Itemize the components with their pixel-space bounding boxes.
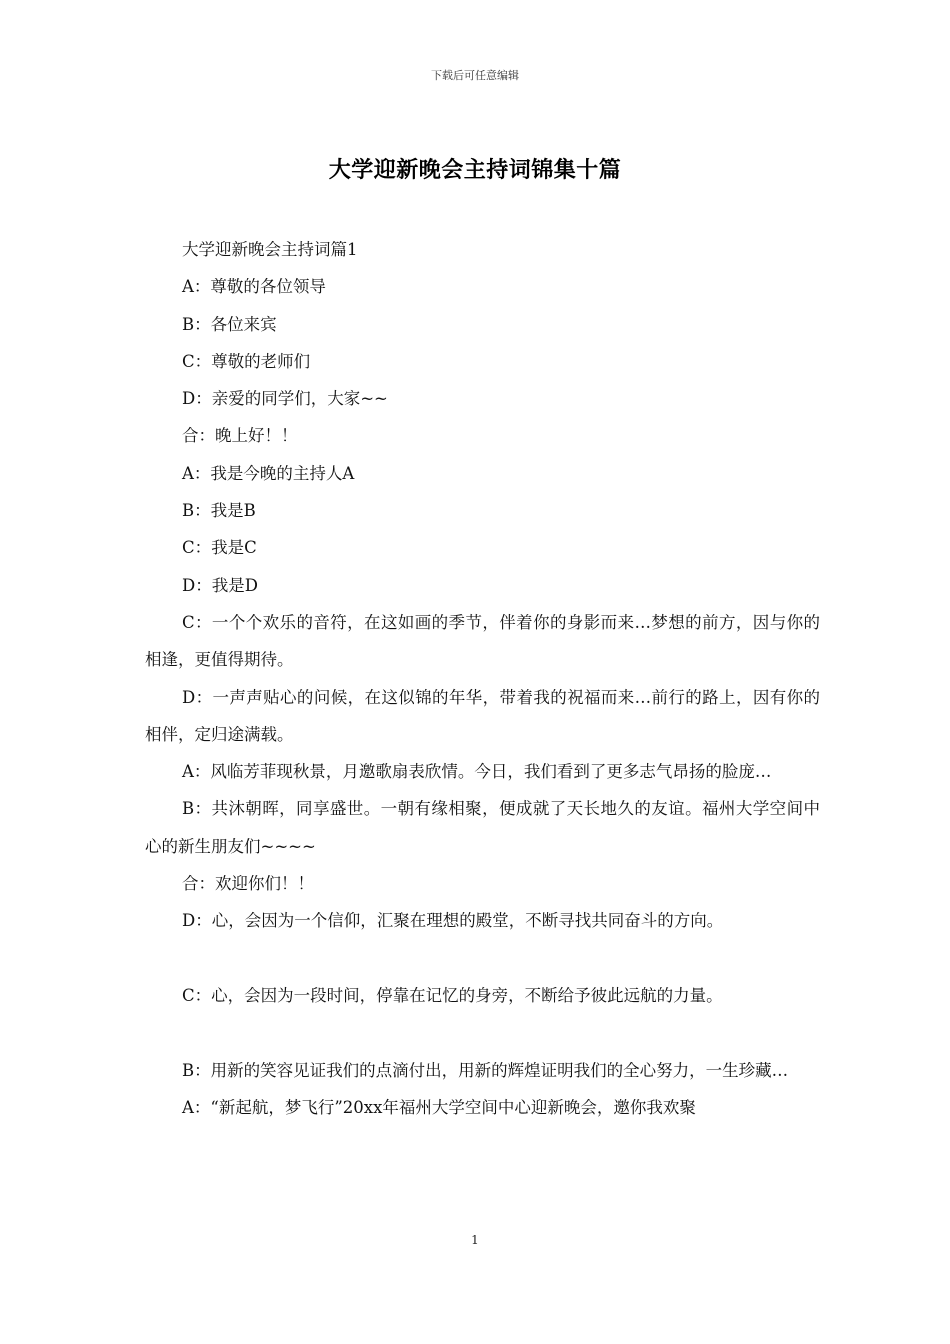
paragraph: D：亲爱的同学们，大家~~ <box>182 389 388 409</box>
paragraph: A：我是今晚的主持人A <box>182 463 355 483</box>
paragraph: B：各位来宾 <box>182 314 277 334</box>
paragraph: C：我是C <box>182 538 257 558</box>
document-title: 大学迎新晚会主持词锦集十篇 <box>328 158 622 183</box>
header-note: 下载后可任意编辑 <box>431 69 519 82</box>
paragraph: B：我是B <box>182 501 256 521</box>
paragraph: D：一声声贴心的问候，在这似锦的年华，带着我的祝福而来…前行的路上，因有你的相伴，定归途满载。 <box>145 687 820 744</box>
paragraph: 合：欢迎你们！！ <box>182 874 314 894</box>
paragraph: A：风临芳菲现秋景，月邀歌扇表欣情。今日，我们看到了更多志气昂扬的脸庞… <box>182 762 772 782</box>
document-body <box>145 231 820 1126</box>
paragraph: A：“新起航，梦飞行”20xx年福州大学空间中心迎新晚会，邀你我欢聚 <box>182 1097 696 1117</box>
paragraph: 合：晚上好！！ <box>182 426 298 446</box>
paragraph: C：一个个欢乐的音符，在这如画的季节，伴着你的身影而来…梦想的前方，因与你的相逢，更值得期待。 <box>145 612 820 670</box>
paragraph: B：共沐朝晖，同享盛世。一朝有缘相聚，便成就了天长地久的友谊。福州大学空间中心的新生朋友们~~~~ <box>145 799 820 856</box>
blank-line <box>145 1014 820 1051</box>
paragraph: C：尊敬的老师们 <box>182 351 311 371</box>
paragraph: C：心，会因为一段时间，停靠在记忆的身旁，不断给予彼此远航的力量。 <box>182 985 723 1005</box>
paragraph: 大学迎新晚会主持词篇1 <box>182 240 358 259</box>
paragraph: D：心，会因为一个信仰，汇聚在理想的殿堂，不断寻找共同奋斗的方向。 <box>182 911 724 931</box>
paragraph: D：我是D <box>182 575 258 595</box>
blank-line <box>145 940 820 977</box>
paragraph: B：用新的笑容见证我们的点滴付出，用新的辉煌证明我们的全心努力，一生珍藏… <box>182 1060 789 1080</box>
page-number: 1 <box>471 1233 479 1247</box>
paragraph: A：尊敬的各位领导 <box>182 277 326 297</box>
